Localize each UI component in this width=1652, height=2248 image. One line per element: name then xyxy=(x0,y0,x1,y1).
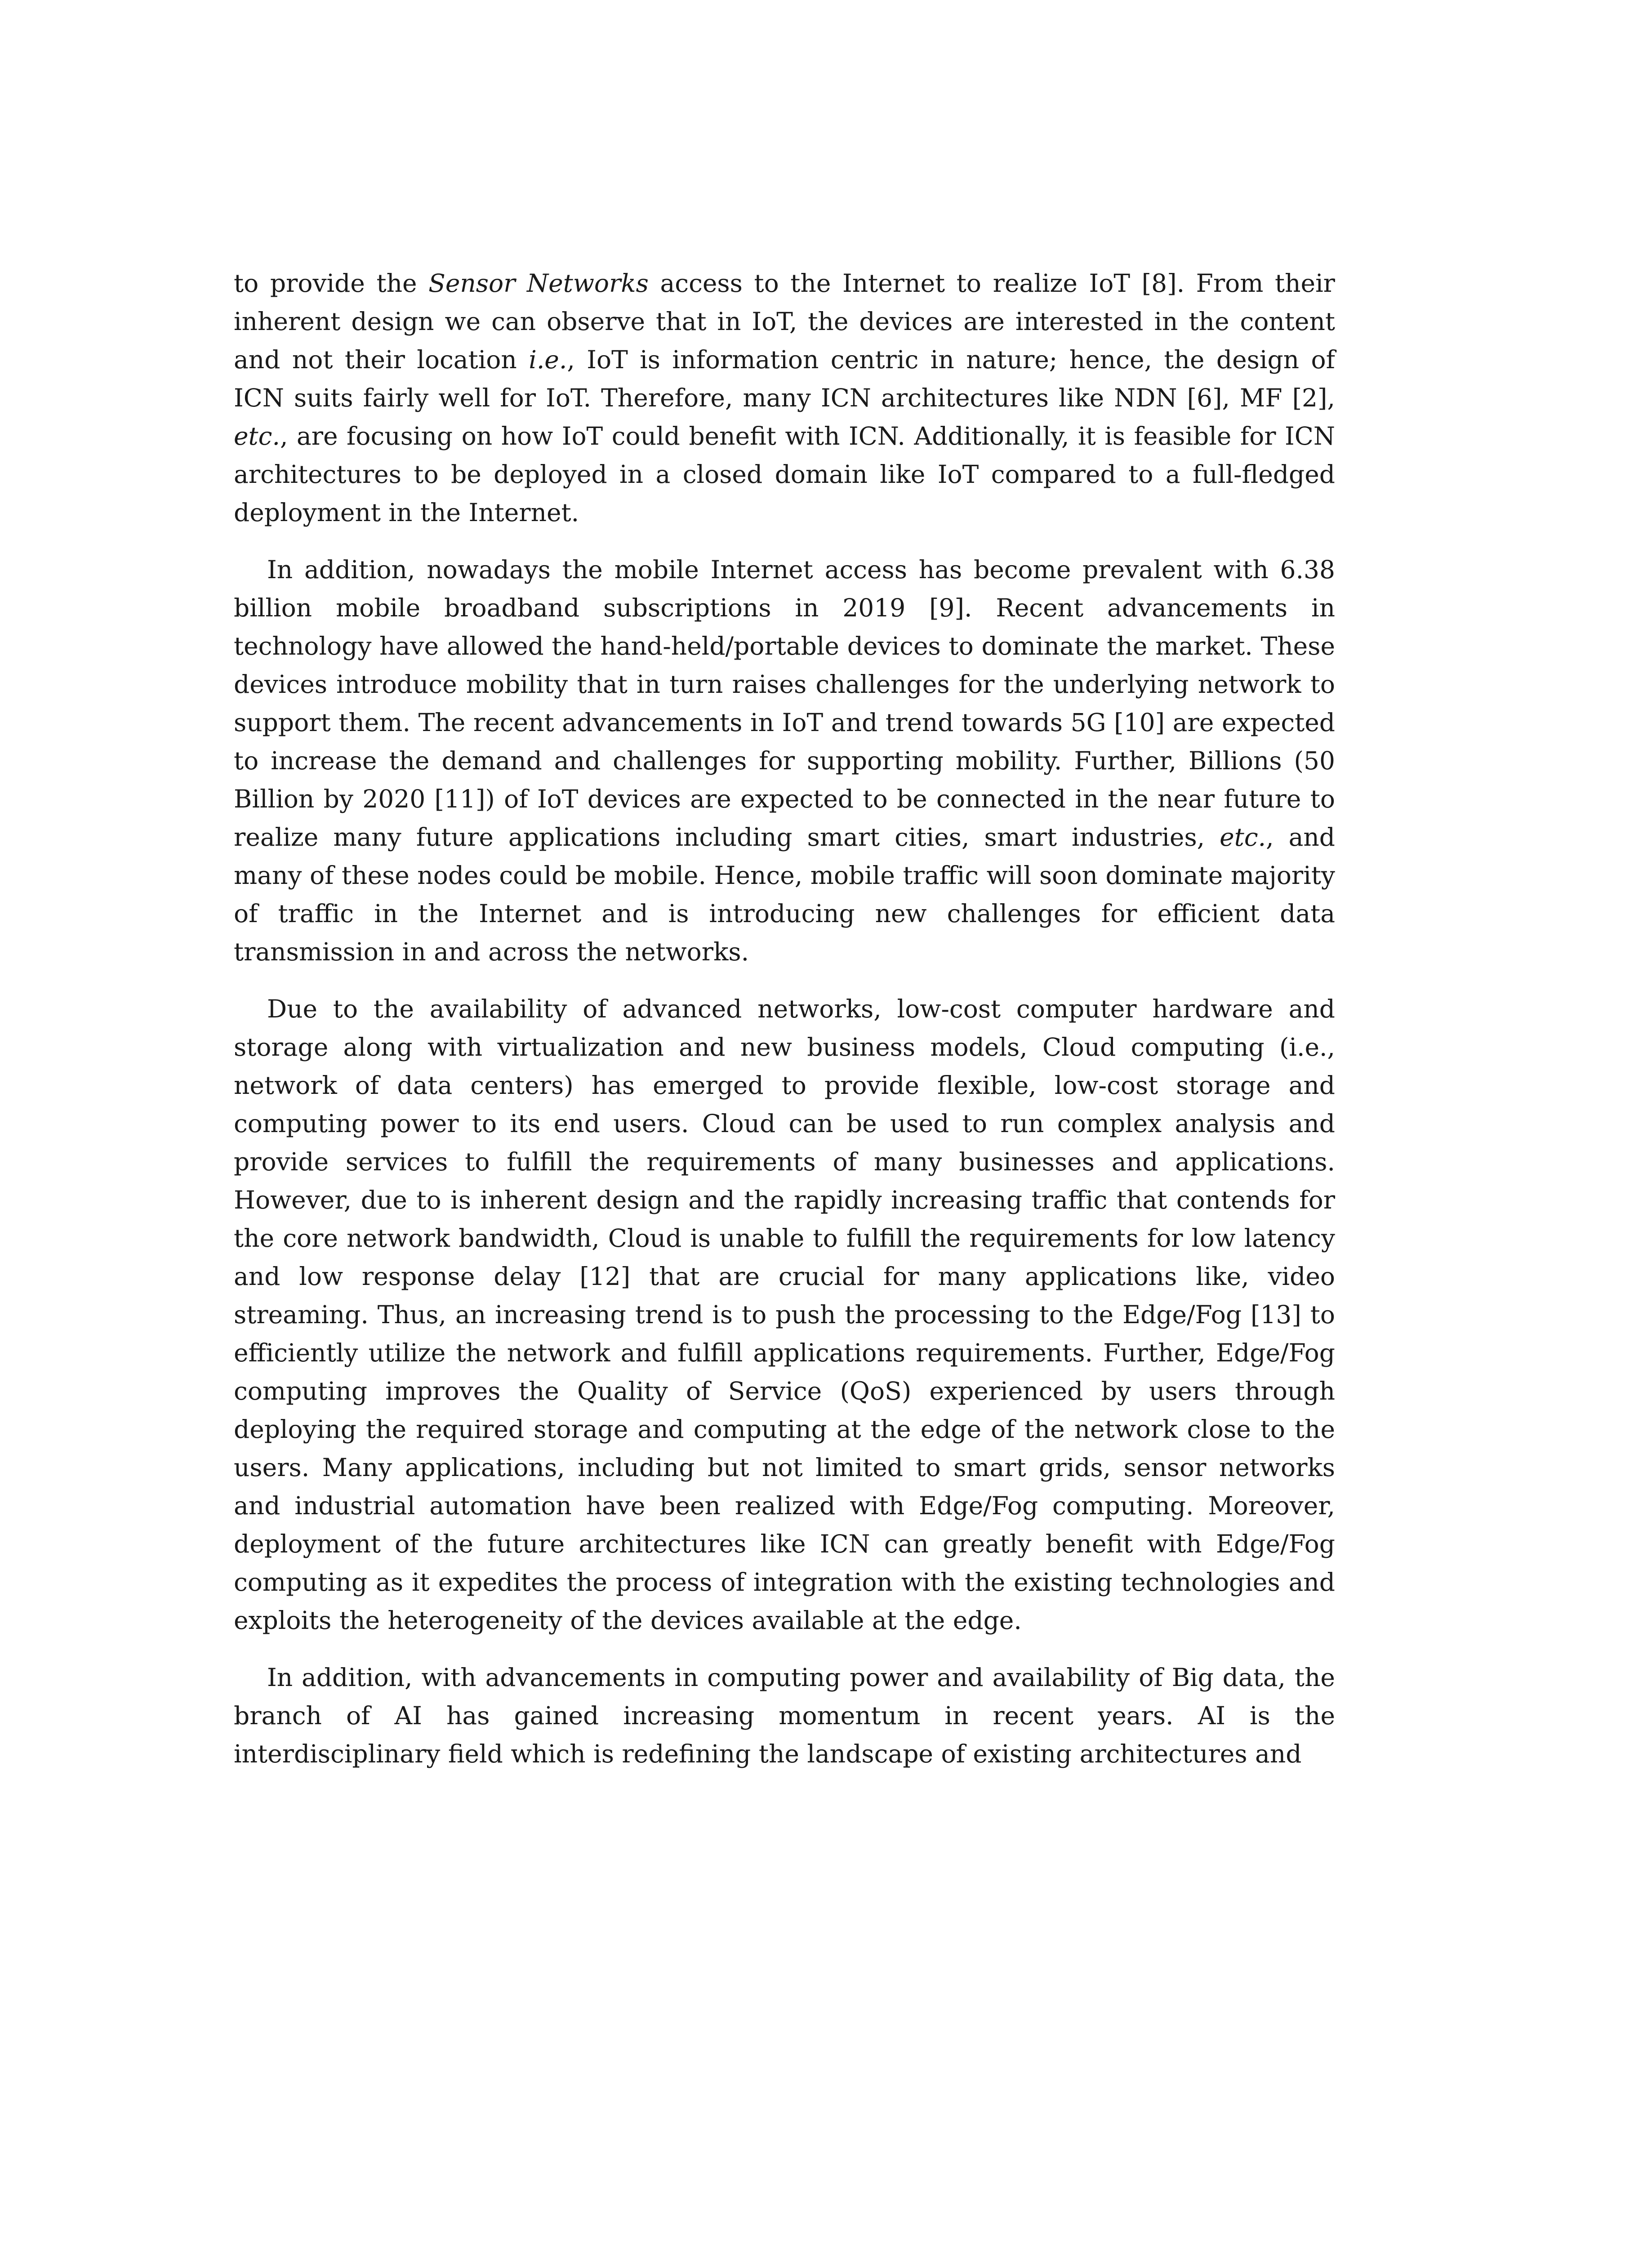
paragraph-3 xyxy=(234,990,1335,1640)
italic-text-run: i.e. xyxy=(529,345,567,374)
paragraph-2 xyxy=(234,551,1335,971)
text-run: , are focusing on how IoT could benefit with ICN. Additionally, it is feasible for ICN architectures to be deployed in a closed domain like IoT compared to a full-fledged deployment in the Internet. xyxy=(234,422,1335,527)
paragraph-4 xyxy=(234,1659,1335,1773)
text-run: In addition, with advancements in computing power and availability of Big data, the branch of AI has gained increasing momentum in recent years. AI is the interdisciplinary field which is redefining the landscape of existing architectures and xyxy=(234,1663,1335,1768)
italic-text-run: etc. xyxy=(1220,823,1266,852)
text-run: access to the Internet to realize IoT [8]. From their inherent design we can observe that in IoT, the devices are interested in the content and not their location xyxy=(234,269,1335,374)
text-run: In addition, nowadays the mobile Internet access has become prevalent with 6.38 billion mobile broadband subscriptions in 2019 [9]. Recent advancements in technology have allowed the hand-held/portable devices to dominate the market. These devices introduce mobility that in turn raises challenges for the underlying network to support them. The recent advancements in IoT and trend towards 5G [10] are expected to increase the demand and challenges for supporting mobility. Further, Billions (50 Billion by 2020 [11]) of IoT devices are expected to be connected in the near future to realize many future applications including smart cities, smart industries, xyxy=(234,555,1335,852)
text-run: Due to the availability of advanced networks, low-cost computer hardware and storage along with virtualization and new business models, Cloud computing (i.e., network of data centers) has emerged to provide flexible, low-cost storage and computing power to its end users. Cloud can be used to run complex analysis and provide services to fulfill the requirements of many businesses and applications. However, due to is inherent design and the rapidly increasing traffic that contends for the core network bandwidth, Cloud is unable to fulfill the requirements for low latency and low response delay [12] that are crucial for many applications like, video streaming. Thus, an increasing trend is to push the processing to the Edge/Fog [13] to efficiently utilize the network and fulfill applications requirements. Further, Edge/Fog computing improves the Quality of Service (QoS) experienced by users through deploying the required storage and computing at the edge of the network close to the users. Many applications, including but not limited to smart grids, sensor networks and industrial automation have been realized with Edge/Fog computing. Moreover, deployment of the future architectures like ICN can greatly benefit with Edge/Fog computing as it expedites the process of integration with the existing technologies and exploits the heterogeneity of the devices available at the edge. xyxy=(234,995,1335,1635)
text-run: to provide the xyxy=(234,269,429,298)
italic-text-run: etc. xyxy=(234,422,280,450)
text-run: , IoT is information centric in nature; hence, the design of ICN suits fairly well for IoT. Therefore, many ICN architectures like NDN [6], MF [2], xyxy=(234,345,1335,412)
text-run: , and many of these nodes could be mobile. Hence, mobile traffic will soon dominate majority of traffic in the Internet and is introducing new challenges for efficient data transmission in and across the networks. xyxy=(234,823,1336,966)
body-text xyxy=(234,264,1335,1792)
italic-text-run: Sensor Networks xyxy=(428,269,649,298)
paragraph-1 xyxy=(234,264,1335,532)
